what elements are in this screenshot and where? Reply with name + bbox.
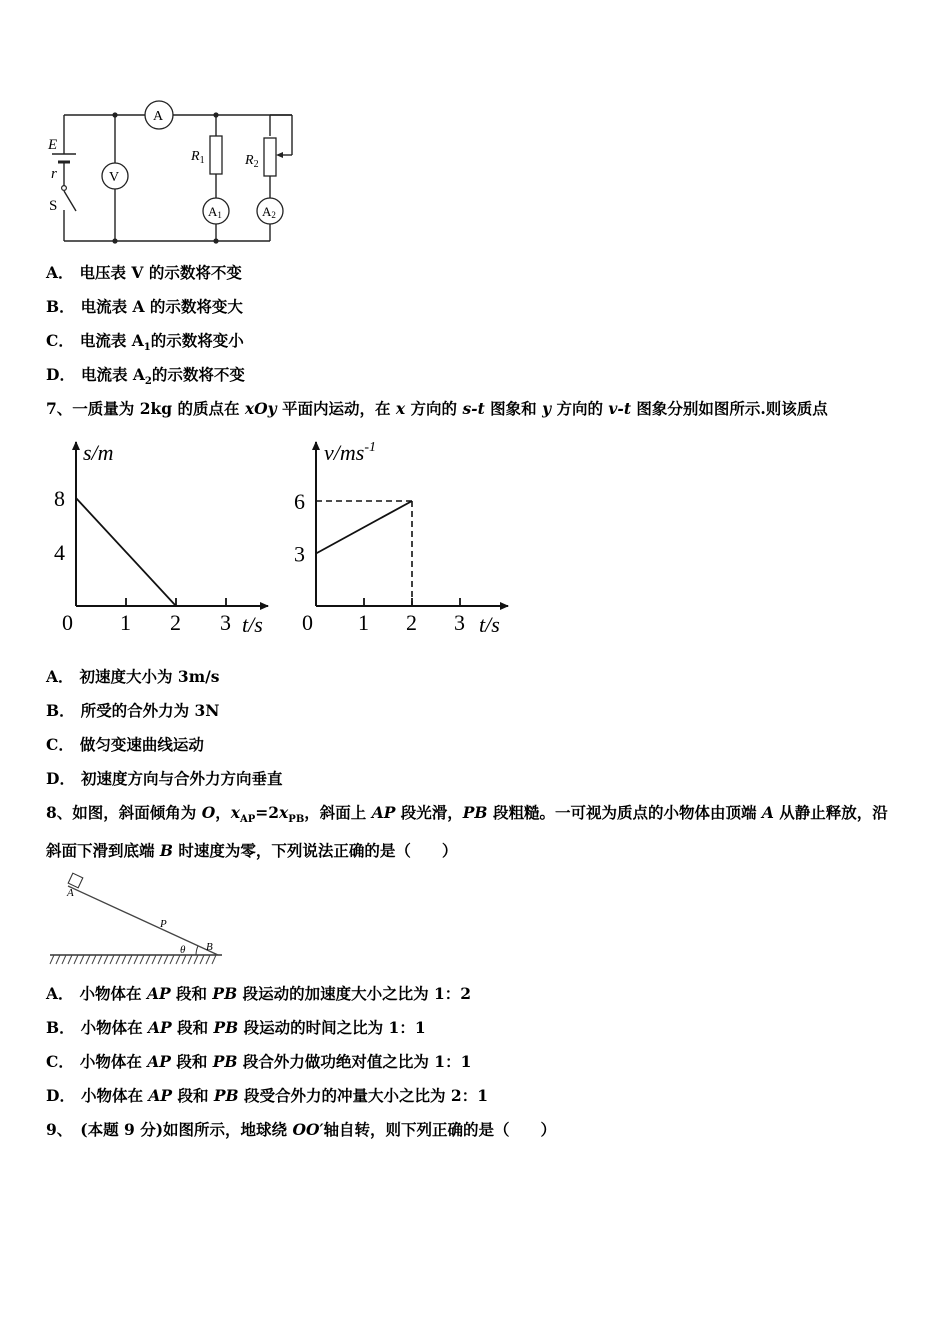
ground-hatch xyxy=(74,955,78,964)
ammeter-main-label: A xyxy=(153,109,164,124)
option-text: 做匀变速曲线运动 xyxy=(79,735,204,754)
st-graph xyxy=(40,432,280,642)
option-text: 电压表 V 的示数将不变 xyxy=(79,263,242,282)
option-text: 段和 xyxy=(170,1052,213,1071)
option-var: PB xyxy=(213,1086,239,1105)
ground-hatch xyxy=(50,955,54,964)
ground-hatch xyxy=(134,955,138,964)
ground-hatch xyxy=(56,955,60,964)
x-axis-label: t/s xyxy=(479,612,500,637)
point-p-label: P xyxy=(160,918,167,930)
stem-var: PB xyxy=(462,803,488,822)
ammeter-a1-label: A1 xyxy=(208,204,222,220)
incline-diagram xyxy=(46,872,226,968)
stem-text: 从静止释放，沿 xyxy=(773,803,888,822)
ground-hatch xyxy=(110,955,114,964)
ground-hatch xyxy=(128,955,132,964)
stem-var: x xyxy=(230,803,240,822)
q6-option-a xyxy=(46,261,242,283)
option-text: 小物体在 xyxy=(80,1018,149,1037)
stem-var: s-t xyxy=(462,399,485,418)
y-tick-label: 6 xyxy=(294,489,305,514)
option-var: AP xyxy=(146,984,171,1003)
option-text: 段和 xyxy=(170,984,213,1003)
ground-hatch xyxy=(206,955,210,964)
ground-hatch xyxy=(86,955,90,964)
ground-hatch xyxy=(200,955,204,964)
option-var: AP xyxy=(148,1086,173,1105)
block xyxy=(68,873,83,888)
x-tick-label: 3 xyxy=(454,610,465,635)
option-label: B． xyxy=(46,701,75,720)
option-text: 小物体在 xyxy=(79,984,147,1003)
stem-text: 一质量为 2kg 的质点在 xyxy=(72,399,245,418)
voltmeter-label: V xyxy=(109,170,120,185)
stem-text: 轴自转，则下列正确的是（ ） xyxy=(323,1120,557,1139)
option-label: C． xyxy=(46,735,74,754)
option-text: 电流表 A xyxy=(80,365,145,384)
x-tick-label: 2 xyxy=(170,610,181,635)
y-axis-label: $v/ms^{-1}$ xyxy=(324,440,376,465)
stem-text: 方向的 xyxy=(405,399,463,418)
option-label: A． xyxy=(46,667,74,686)
ground-hatch xyxy=(170,955,174,964)
vt-graph xyxy=(286,432,526,642)
option-label: D． xyxy=(46,769,75,788)
option-subscript: 1 xyxy=(143,342,151,354)
ground-hatch xyxy=(80,955,84,964)
option-var: PB xyxy=(212,1052,238,1071)
ground-hatch xyxy=(122,955,126,964)
option-var: PB xyxy=(213,1018,239,1037)
option-label: A． xyxy=(46,263,74,282)
q6-option-c xyxy=(46,329,244,353)
option-text: 初速度方向与合外力方向垂直 xyxy=(80,769,283,788)
q8-option-c xyxy=(46,1050,471,1072)
question-number: 9、 xyxy=(46,1120,73,1139)
stem-text: ， xyxy=(215,803,231,822)
y-tick-label: 4 xyxy=(54,540,65,565)
stem-text: 斜面下滑到底端 xyxy=(46,841,160,860)
option-text: 电流表 A xyxy=(79,331,144,350)
x-tick-label: 1 xyxy=(120,610,131,635)
ground-hatch xyxy=(212,955,216,964)
x-tick-label: 1 xyxy=(358,610,369,635)
stem-text: 如图，斜面倾角为 xyxy=(72,803,202,822)
data-line xyxy=(76,498,176,606)
option-text-rest: 的示数将变小 xyxy=(150,331,244,350)
q8-stem-line2 xyxy=(46,839,457,861)
option-text: 电流表 A 的示数将变大 xyxy=(80,297,243,316)
option-text: 小物体在 xyxy=(80,1086,149,1105)
ground-hatch xyxy=(62,955,66,964)
q6-option-d xyxy=(46,363,245,387)
option-text: 段和 xyxy=(172,1086,214,1105)
stem-text: 图象和 xyxy=(484,399,543,418)
q9-stem xyxy=(46,1118,556,1140)
x-tick-label: 2 xyxy=(406,610,417,635)
resistor-r2-label: $R_2$ xyxy=(245,153,259,170)
point-a-label: A xyxy=(67,887,74,899)
y-tick-label: 3 xyxy=(294,541,305,567)
ground-hatch xyxy=(188,955,192,964)
stem-text: =2 xyxy=(255,803,280,822)
q7-option-c xyxy=(46,733,204,755)
stem-var: v-t xyxy=(608,399,631,418)
stem-var: y xyxy=(542,399,552,418)
stem-var: OO′ xyxy=(292,1120,324,1139)
question-number: 8、 xyxy=(46,803,73,822)
q8-option-a xyxy=(46,982,471,1004)
option-text: 段合外力做功绝对值之比为 1：1 xyxy=(237,1052,472,1071)
stem-var: A xyxy=(761,803,774,822)
option-label: D． xyxy=(46,1086,75,1105)
stem-subscript: AP xyxy=(239,814,256,826)
ground-hatch xyxy=(194,955,198,964)
option-text: 所受的合外力为 3N xyxy=(80,701,220,720)
ground-hatch xyxy=(158,955,162,964)
option-text: 段受合外力的冲量大小之比为 2：1 xyxy=(238,1086,488,1105)
stem-text: 时速度为零，下列说法正确的是（ ） xyxy=(173,841,458,860)
option-text: 段运动的加速度大小之比为 1：2 xyxy=(237,984,472,1003)
switch-label: S xyxy=(49,198,58,214)
q8-stem-line1 xyxy=(46,801,888,825)
stem-text: 平面内运动，在 xyxy=(276,399,396,418)
ground-hatch xyxy=(146,955,150,964)
option-label: D． xyxy=(46,365,75,384)
point-b-label: B xyxy=(206,941,213,953)
ground-hatch xyxy=(104,955,108,964)
stem-text: ，斜面上 xyxy=(304,803,372,822)
stem-var: x xyxy=(395,399,406,418)
x-tick-label: 3 xyxy=(220,610,231,635)
x-tick-label: 0 xyxy=(302,610,313,635)
q7-stem xyxy=(46,397,828,419)
stem-var: B xyxy=(159,841,174,860)
option-subscript: 2 xyxy=(144,376,152,388)
ground-hatch xyxy=(140,955,144,964)
option-var: PB xyxy=(212,984,238,1003)
battery-emf-label: E xyxy=(48,137,58,153)
q7-option-a xyxy=(46,665,220,687)
stem-text: 段粗糙。一可视为质点的小物体由顶端 xyxy=(487,803,762,822)
stem-text: 图象分别如图所示.则该质点 xyxy=(631,399,828,418)
q8-option-b xyxy=(46,1016,426,1038)
ground-hatch xyxy=(152,955,156,964)
option-label: C． xyxy=(46,1052,74,1071)
resistor-r1-label: $R_1$ xyxy=(191,149,205,166)
x-axis-label: t/s xyxy=(242,612,263,637)
ammeter-a2-label: A2 xyxy=(262,204,276,220)
internal-resistance-label: r xyxy=(51,166,57,182)
stem-var: xOy xyxy=(244,399,277,418)
ground-hatch xyxy=(116,955,120,964)
y-tick-label: 8 xyxy=(54,486,65,511)
stem-text: (本题 9 分)如图所示，地球绕 xyxy=(80,1120,293,1139)
stem-text: 方向的 xyxy=(551,399,609,418)
q7-option-b xyxy=(46,699,219,721)
theta-label: θ xyxy=(180,944,186,956)
stem-subscript: PB xyxy=(288,814,305,826)
ground-hatch xyxy=(176,955,180,964)
ground-hatch xyxy=(164,955,168,964)
option-text: 小物体在 xyxy=(79,1052,148,1071)
option-var: AP xyxy=(148,1018,172,1037)
y-axis-label: s/m xyxy=(83,440,114,465)
data-line xyxy=(316,501,412,554)
option-var: AP xyxy=(147,1052,171,1071)
stem-var: AP xyxy=(371,803,396,822)
q6-option-b xyxy=(46,295,243,317)
option-text-rest: 的示数将不变 xyxy=(151,365,245,384)
option-label: C． xyxy=(46,331,74,350)
question-number: 7、 xyxy=(46,399,73,418)
ground-hatch xyxy=(98,955,102,964)
option-text: 段和 xyxy=(171,1018,214,1037)
stem-var: x xyxy=(279,803,289,822)
angle-arc xyxy=(196,946,198,955)
stem-var: O xyxy=(201,803,216,822)
circuit-diagram xyxy=(40,98,310,250)
ground-hatch xyxy=(92,955,96,964)
option-label: B． xyxy=(46,297,75,316)
q8-option-d xyxy=(46,1084,488,1106)
option-label: B． xyxy=(46,1018,75,1037)
x-tick-label: 0 xyxy=(62,610,73,635)
ground-hatch xyxy=(68,955,72,964)
option-label: A． xyxy=(46,984,74,1003)
incline-surface xyxy=(68,886,218,955)
option-text: 段运动的时间之比为 1：1 xyxy=(238,1018,426,1037)
option-text: 初速度大小为 3m/s xyxy=(79,667,220,686)
stem-text: 段光滑， xyxy=(395,803,463,822)
q7-option-d xyxy=(46,767,282,789)
ground-hatch xyxy=(182,955,186,964)
